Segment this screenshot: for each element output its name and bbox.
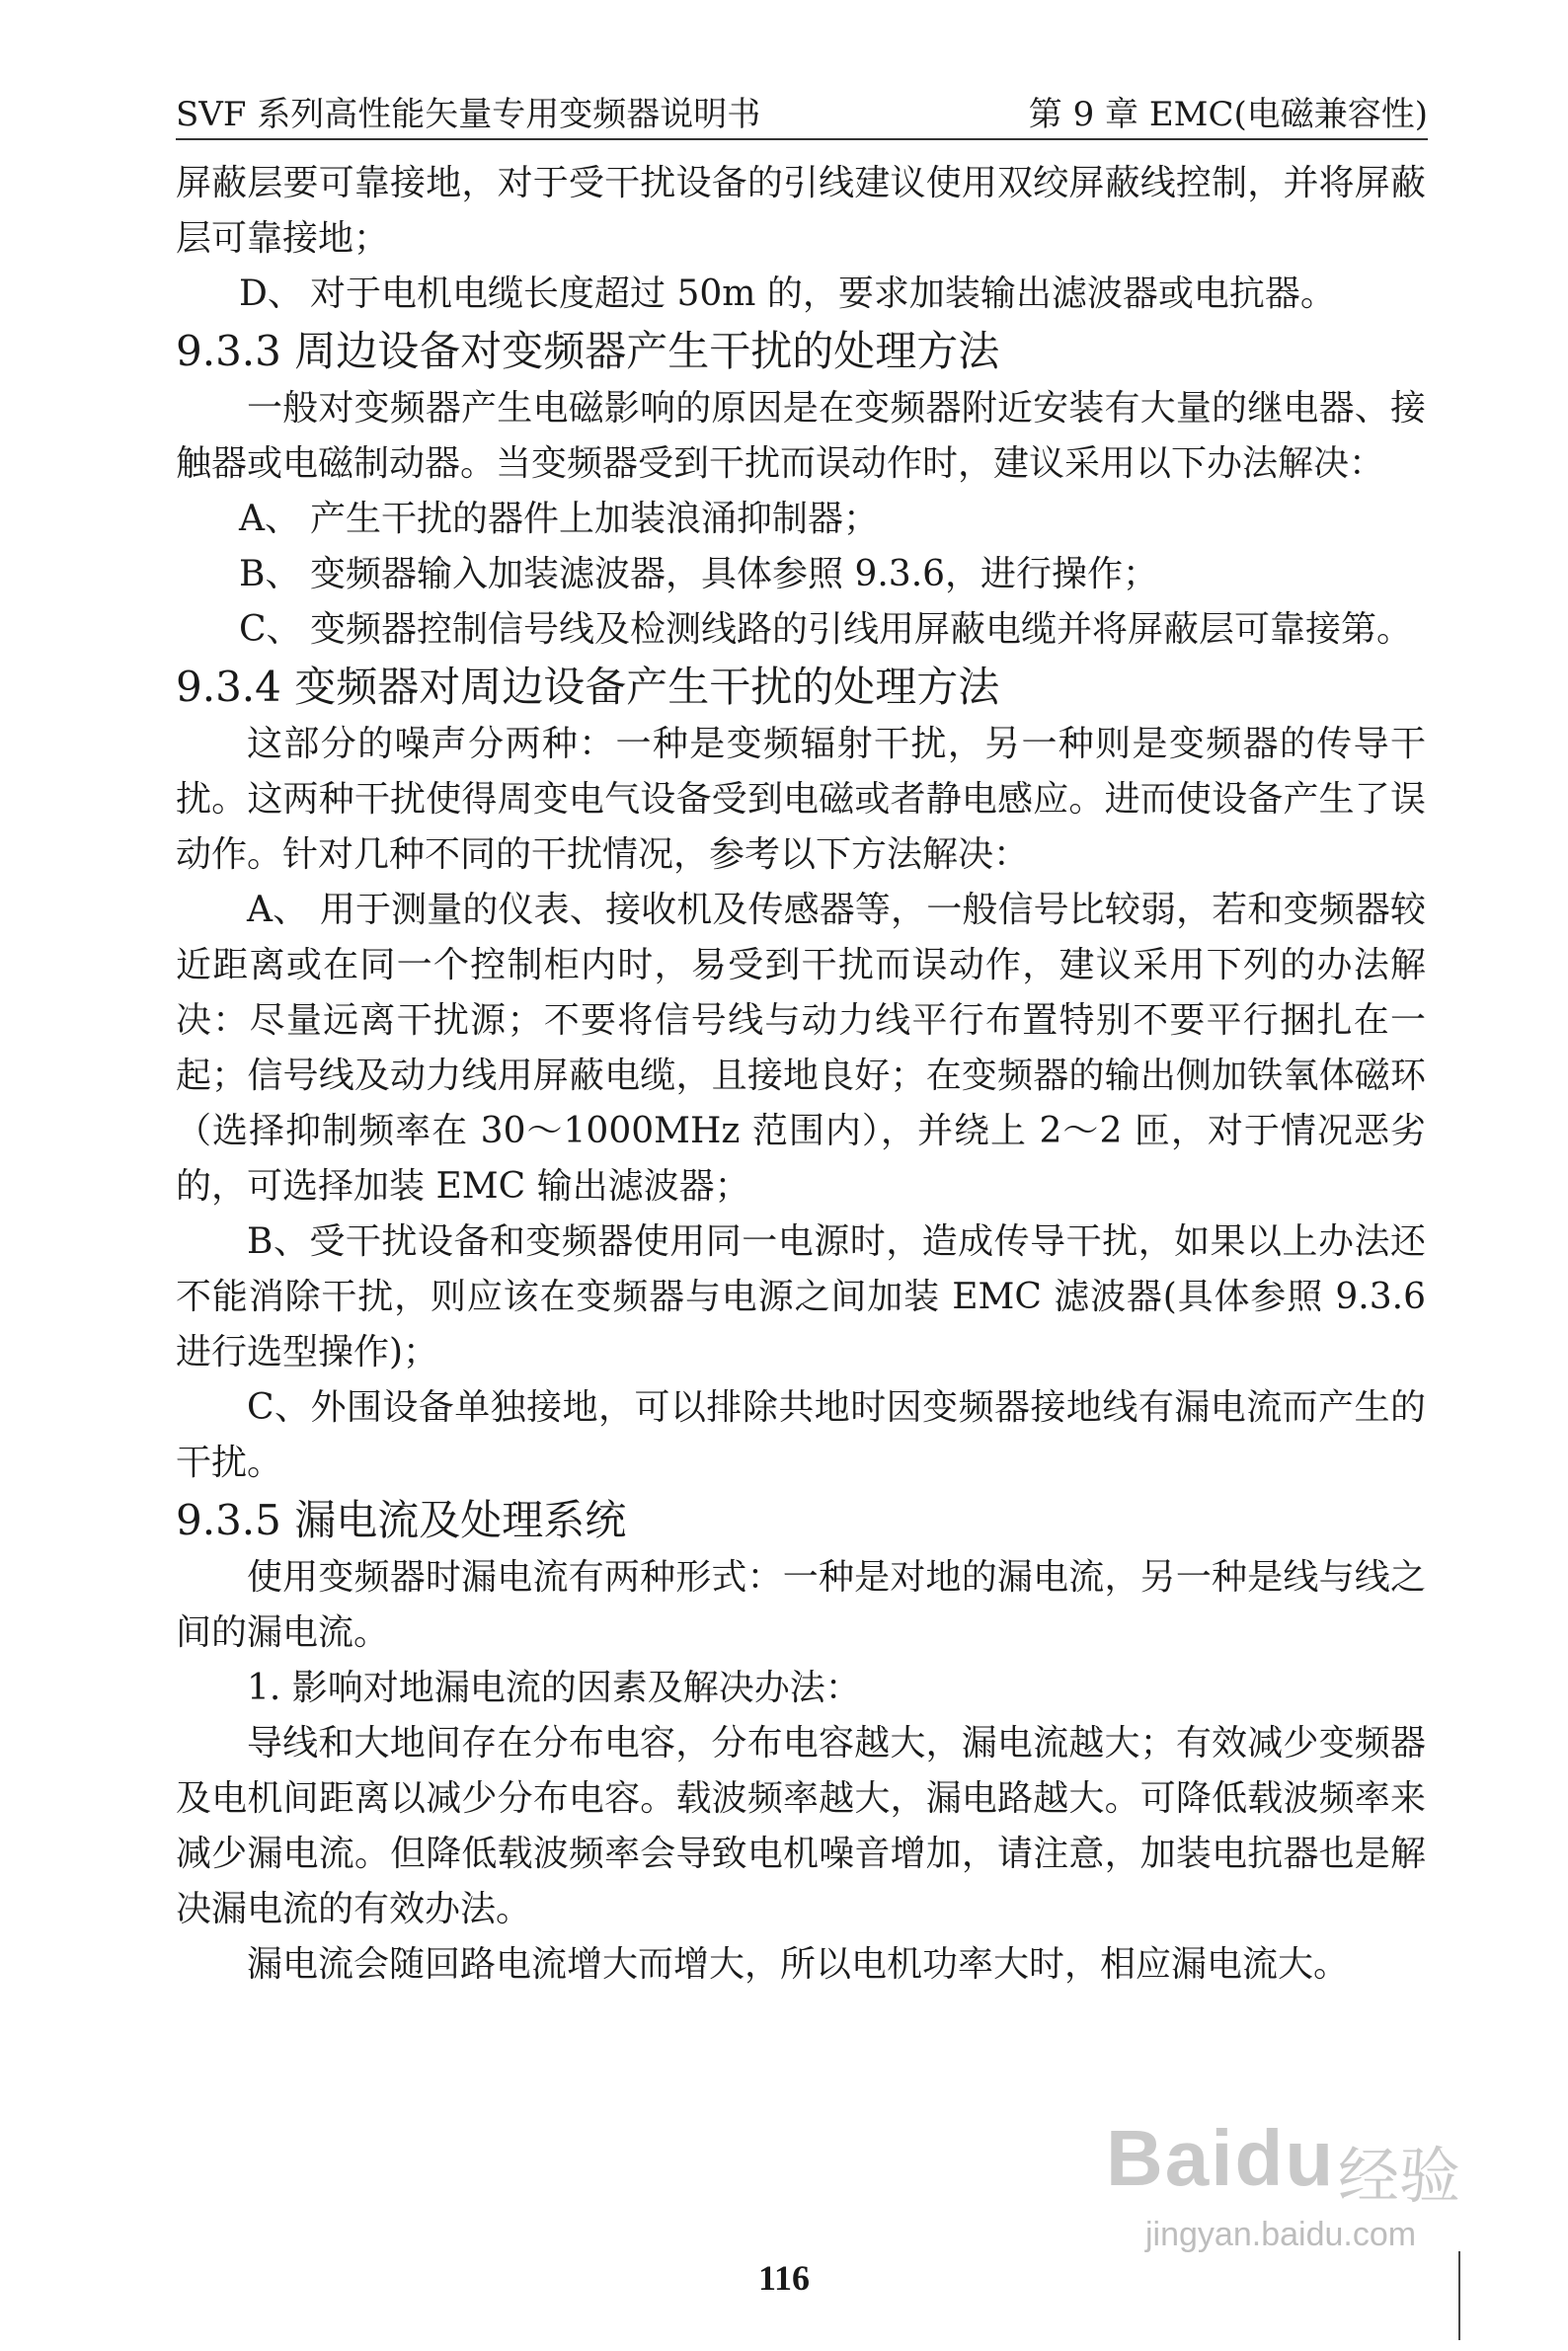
- list-item-text: 变频器输入加装滤波器，具体参照 9.3.6，进行操作；: [310, 554, 1159, 594]
- paragraph: 漏电流会随回路电流增大而增大，所以电机功率大时，相应漏电流大。: [247, 1944, 1350, 1985]
- watermark-text: 经验: [1338, 2143, 1461, 2211]
- section-heading-9-3-4: 9.3.4 变频器对周边设备产生干扰的处理方法: [176, 663, 1000, 711]
- header-chapter-title: 第 9 章 EMC(电磁兼容性): [1028, 95, 1428, 134]
- list-item-a: [176, 492, 1426, 547]
- section-heading-9-3-5: 9.3.5 漏电流及处理系统: [176, 1496, 627, 1544]
- page-body: [176, 156, 1426, 1993]
- list-marker: B、: [239, 554, 301, 594]
- list-item-text: 对于电机电缆长度超过 50m 的，要求加装输出滤波器或电抗器。: [310, 274, 1336, 314]
- baidu-logo-icon: Baidu: [1106, 2114, 1336, 2202]
- paragraph: 使用变频器时漏电流有两种形式：一种是对地的漏电流，另一种是线与线之间的漏电流。: [176, 1557, 1426, 1653]
- paragraph: 一般对变频器产生电磁影响的原因是在变频器附近安装有大量的继电器、接触器或电磁制动器。当变频器受到干扰而误动作时，建议采用以下办法解决：: [176, 388, 1426, 484]
- paragraph-continued: 屏蔽层要可靠接地，对于受干扰设备的引线建议使用双绞屏蔽线控制，并将屏蔽层可靠接地；: [176, 163, 1426, 259]
- paragraph-numbered: 1. 影响对地漏电流的因素及解决办法：: [247, 1668, 861, 1708]
- page-number: 116: [757, 2258, 810, 2298]
- list-item-text: 产生干扰的器件上加装浪涌抑制器；: [310, 499, 880, 539]
- paragraph: 这部分的噪声分两种：一种是变频辐射干扰，另一种则是变频器的传导干扰。这两种干扰使得周变电气设备受到电磁或者静电感应。进而使设备产生了误动作。针对几种不同的干扰情况，参考以下方法解决：: [176, 724, 1426, 875]
- list-marker: C、: [239, 609, 302, 650]
- list-item-b: [176, 547, 1426, 602]
- list-item-d: [176, 267, 1426, 322]
- list-marker: D、: [239, 274, 303, 314]
- list-item-text: 变频器控制信号线及检测线路的引线用屏蔽电缆并将屏蔽层可靠接第。: [310, 609, 1413, 650]
- running-header: [176, 95, 1428, 140]
- watermark: [1106, 2113, 1481, 2261]
- paragraph-item-b: B、受干扰设备和变频器使用同一电源时，造成传导干扰，如果以上办法还不能消除干扰，则应该在变频器与电源之间加装 EMC 滤波器(具体参照 9.3.6 进行选型操作)；: [176, 1221, 1426, 1372]
- header-book-title: SVF 系列高性能矢量专用变频器说明书: [176, 95, 761, 134]
- paragraph-item-a: A、 用于测量的仪表、接收机及传感器等，一般信号比较弱，若和变频器较近距离或在同一个控制柜内时，易受到干扰而误动作，建议采用下列的办法解决：尽量远离干扰源；不要将信号线与动力线平行布置特别不要平行捆扎在一起；信号线及动力线用屏蔽电缆，且接地良好；在变频器的输出侧加铁氧体磁环（选择抑制频率在 30～1000MHz 范围内），并绕上 2～2 匝，对于情况恶劣的，可选择加装 EMC 输出滤波器；: [176, 890, 1426, 1207]
- paragraph-item-c: C、外围设备单独接地，可以排除共地时因变频器接地线有漏电流而产生的干扰。: [176, 1387, 1426, 1483]
- list-item-c: [176, 602, 1426, 658]
- watermark-url: jingyan.baidu.com: [1145, 2216, 1417, 2253]
- list-marker: A、: [239, 499, 300, 539]
- paragraph: 导线和大地间存在分布电容，分布电容越大，漏电流越大；有效减少变频器及电机间距离以减少分布电容。载波频率越大，漏电路越大。可降低载波频率来减少漏电流。但降低载波频率会导致电机噪音增加，请注意，加装电抗器也是解决漏电流的有效办法。: [176, 1723, 1426, 1929]
- section-heading-9-3-3: 9.3.3 周边设备对变频器产生干扰的处理方法: [176, 327, 1000, 375]
